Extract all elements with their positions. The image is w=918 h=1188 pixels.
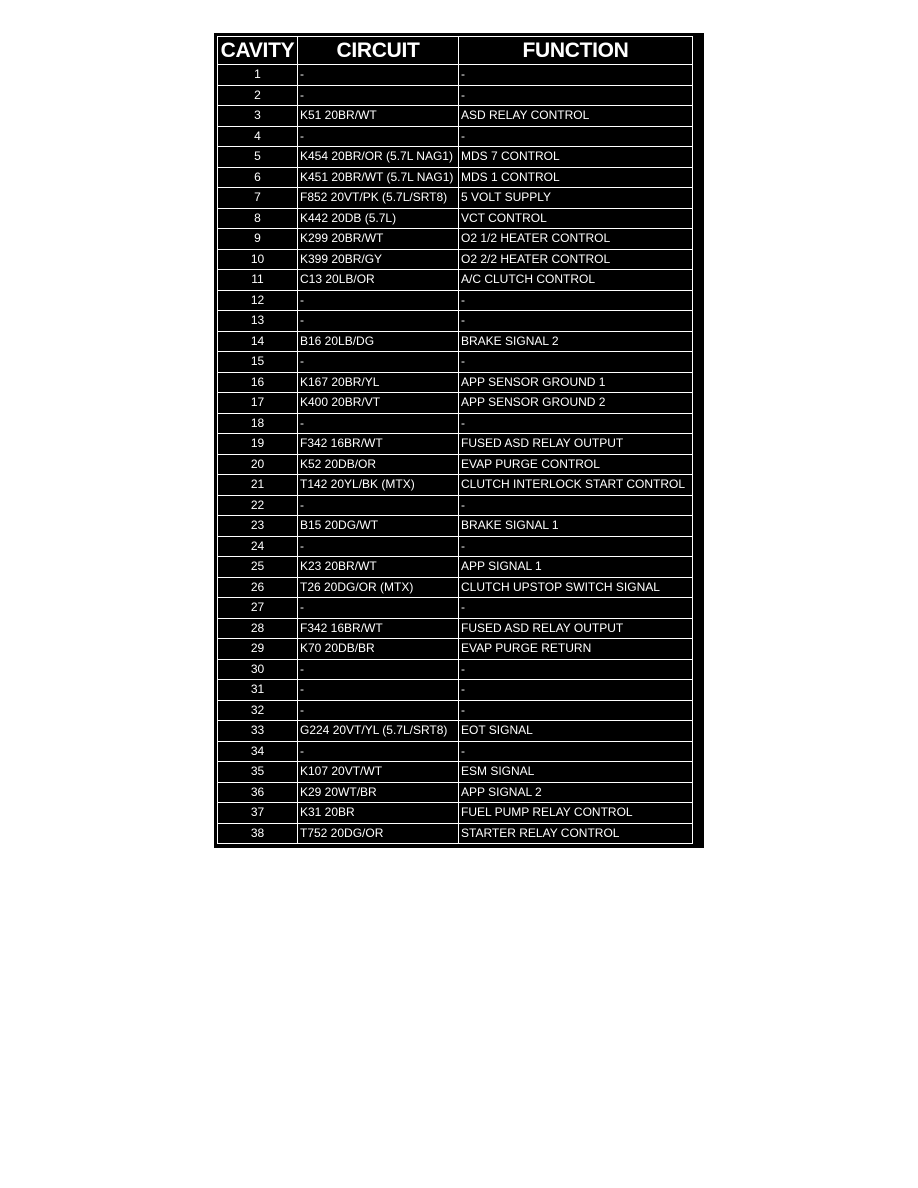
- cavity-cell: 24: [218, 536, 298, 557]
- circuit-cell: C13 20LB/OR: [298, 270, 459, 291]
- circuit-cell: -: [298, 352, 459, 373]
- circuit-cell: -: [298, 290, 459, 311]
- cavity-cell: 1: [218, 65, 298, 86]
- function-cell: ASD RELAY CONTROL: [459, 106, 693, 127]
- cavity-cell: 38: [218, 823, 298, 844]
- circuit-cell: -: [298, 126, 459, 147]
- table-row: [218, 434, 693, 455]
- table-row: [218, 208, 693, 229]
- cavity-cell: 6: [218, 167, 298, 188]
- cavity-cell: 8: [218, 208, 298, 229]
- table-row: [218, 536, 693, 557]
- table-row: [218, 270, 693, 291]
- circuit-cell: -: [298, 598, 459, 619]
- table-row: [218, 331, 693, 352]
- function-cell: -: [459, 598, 693, 619]
- connector-pinout-panel: [214, 33, 704, 848]
- circuit-cell: K167 20BR/YL: [298, 372, 459, 393]
- table-row: [218, 311, 693, 332]
- cavity-cell: 25: [218, 557, 298, 578]
- circuit-cell: F342 16BR/WT: [298, 434, 459, 455]
- cavity-cell: 9: [218, 229, 298, 250]
- function-cell: -: [459, 700, 693, 721]
- cavity-cell: 14: [218, 331, 298, 352]
- table-row: [218, 700, 693, 721]
- function-cell: EOT SIGNAL: [459, 721, 693, 742]
- function-cell: APP SIGNAL 1: [459, 557, 693, 578]
- circuit-cell: -: [298, 495, 459, 516]
- table-row: [218, 577, 693, 598]
- cavity-cell: 4: [218, 126, 298, 147]
- function-cell: CLUTCH UPSTOP SWITCH SIGNAL: [459, 577, 693, 598]
- circuit-cell: T26 20DG/OR (MTX): [298, 577, 459, 598]
- circuit-cell: K29 20WT/BR: [298, 782, 459, 803]
- cavity-cell: 34: [218, 741, 298, 762]
- function-cell: APP SIGNAL 2: [459, 782, 693, 803]
- table-row: [218, 598, 693, 619]
- table-row: [218, 721, 693, 742]
- table-row: [218, 413, 693, 434]
- function-cell: -: [459, 536, 693, 557]
- circuit-cell: K400 20BR/VT: [298, 393, 459, 414]
- cavity-cell: 7: [218, 188, 298, 209]
- cavity-cell: 5: [218, 147, 298, 168]
- cavity-cell: 11: [218, 270, 298, 291]
- function-cell: STARTER RELAY CONTROL: [459, 823, 693, 844]
- table-row: [218, 126, 693, 147]
- function-cell: APP SENSOR GROUND 1: [459, 372, 693, 393]
- table-row: [218, 352, 693, 373]
- circuit-cell: K451 20BR/WT (5.7L NAG1): [298, 167, 459, 188]
- table-row: [218, 659, 693, 680]
- cavity-cell: 36: [218, 782, 298, 803]
- function-cell: APP SENSOR GROUND 2: [459, 393, 693, 414]
- function-cell: EVAP PURGE CONTROL: [459, 454, 693, 475]
- table-row: [218, 290, 693, 311]
- cavity-cell: 13: [218, 311, 298, 332]
- table-row: [218, 249, 693, 270]
- function-cell: BRAKE SIGNAL 2: [459, 331, 693, 352]
- table-row: [218, 639, 693, 660]
- function-cell: MDS 7 CONTROL: [459, 147, 693, 168]
- circuit-cell: T142 20YL/BK (MTX): [298, 475, 459, 496]
- cavity-cell: 12: [218, 290, 298, 311]
- table-row: [218, 65, 693, 86]
- cavity-cell: 17: [218, 393, 298, 414]
- cavity-cell: 35: [218, 762, 298, 783]
- table-row: [218, 680, 693, 701]
- cavity-cell: 29: [218, 639, 298, 660]
- table-row: [218, 495, 693, 516]
- function-cell: -: [459, 413, 693, 434]
- circuit-cell: -: [298, 700, 459, 721]
- cavity-cell: 18: [218, 413, 298, 434]
- table-row: [218, 557, 693, 578]
- cavity-cell: 22: [218, 495, 298, 516]
- table-row: [218, 803, 693, 824]
- circuit-cell: K454 20BR/OR (5.7L NAG1): [298, 147, 459, 168]
- circuit-cell: B15 20DG/WT: [298, 516, 459, 537]
- function-cell: CLUTCH INTERLOCK START CONTROL: [459, 475, 693, 496]
- cavity-cell: 30: [218, 659, 298, 680]
- cavity-cell: 3: [218, 106, 298, 127]
- cavity-cell: 15: [218, 352, 298, 373]
- table-row: [218, 167, 693, 188]
- cavity-cell: 33: [218, 721, 298, 742]
- circuit-cell: G224 20VT/YL (5.7L/SRT8): [298, 721, 459, 742]
- connector-pinout-table: [217, 36, 693, 844]
- function-cell: ESM SIGNAL: [459, 762, 693, 783]
- table-row: [218, 823, 693, 844]
- circuit-cell: B16 20LB/DG: [298, 331, 459, 352]
- function-cell: -: [459, 311, 693, 332]
- table-row: [218, 454, 693, 475]
- circuit-cell: -: [298, 413, 459, 434]
- function-cell: -: [459, 495, 693, 516]
- circuit-cell: -: [298, 311, 459, 332]
- function-cell: -: [459, 352, 693, 373]
- table-row: [218, 741, 693, 762]
- table-row: [218, 475, 693, 496]
- cavity-cell: 19: [218, 434, 298, 455]
- table-row: [218, 618, 693, 639]
- table-row: [218, 782, 693, 803]
- function-cell: FUSED ASD RELAY OUTPUT: [459, 618, 693, 639]
- circuit-cell: K70 20DB/BR: [298, 639, 459, 660]
- function-cell: VCT CONTROL: [459, 208, 693, 229]
- function-cell: -: [459, 680, 693, 701]
- function-cell: FUSED ASD RELAY OUTPUT: [459, 434, 693, 455]
- circuit-cell: -: [298, 536, 459, 557]
- function-cell: -: [459, 85, 693, 106]
- function-cell: A/C CLUTCH CONTROL: [459, 270, 693, 291]
- circuit-cell: K23 20BR/WT: [298, 557, 459, 578]
- circuit-cell: K442 20DB (5.7L): [298, 208, 459, 229]
- table-row: [218, 393, 693, 414]
- function-cell: O2 1/2 HEATER CONTROL: [459, 229, 693, 250]
- table-row: [218, 85, 693, 106]
- circuit-cell: K51 20BR/WT: [298, 106, 459, 127]
- function-cell: EVAP PURGE RETURN: [459, 639, 693, 660]
- cavity-cell: 37: [218, 803, 298, 824]
- cavity-cell: 10: [218, 249, 298, 270]
- table-row: [218, 229, 693, 250]
- circuit-cell: -: [298, 680, 459, 701]
- cavity-cell: 28: [218, 618, 298, 639]
- function-cell: O2 2/2 HEATER CONTROL: [459, 249, 693, 270]
- table-row: [218, 188, 693, 209]
- cavity-cell: 26: [218, 577, 298, 598]
- cavity-cell: 20: [218, 454, 298, 475]
- function-cell: FUEL PUMP RELAY CONTROL: [459, 803, 693, 824]
- circuit-cell: K399 20BR/GY: [298, 249, 459, 270]
- circuit-cell: -: [298, 85, 459, 106]
- function-cell: -: [459, 659, 693, 680]
- circuit-cell: K52 20DB/OR: [298, 454, 459, 475]
- cavity-cell: 27: [218, 598, 298, 619]
- circuit-cell: -: [298, 659, 459, 680]
- circuit-cell: -: [298, 741, 459, 762]
- table-body: [218, 65, 693, 844]
- function-cell: -: [459, 65, 693, 86]
- header-row: [218, 37, 693, 65]
- header-circuit: CIRCUIT: [298, 37, 459, 65]
- circuit-cell: T752 20DG/OR: [298, 823, 459, 844]
- circuit-cell: K299 20BR/WT: [298, 229, 459, 250]
- header-cavity: CAVITY: [218, 37, 298, 65]
- table-row: [218, 372, 693, 393]
- table-row: [218, 762, 693, 783]
- circuit-cell: K31 20BR: [298, 803, 459, 824]
- cavity-cell: 2: [218, 85, 298, 106]
- function-cell: -: [459, 741, 693, 762]
- cavity-cell: 31: [218, 680, 298, 701]
- function-cell: -: [459, 290, 693, 311]
- cavity-cell: 16: [218, 372, 298, 393]
- circuit-cell: F852 20VT/PK (5.7L/SRT8): [298, 188, 459, 209]
- function-cell: BRAKE SIGNAL 1: [459, 516, 693, 537]
- circuit-cell: K107 20VT/WT: [298, 762, 459, 783]
- table-row: [218, 147, 693, 168]
- cavity-cell: 32: [218, 700, 298, 721]
- cavity-cell: 21: [218, 475, 298, 496]
- table-row: [218, 106, 693, 127]
- table-row: [218, 516, 693, 537]
- function-cell: -: [459, 126, 693, 147]
- function-cell: 5 VOLT SUPPLY: [459, 188, 693, 209]
- circuit-cell: -: [298, 65, 459, 86]
- header-function: FUNCTION: [459, 37, 693, 65]
- function-cell: MDS 1 CONTROL: [459, 167, 693, 188]
- cavity-cell: 23: [218, 516, 298, 537]
- circuit-cell: F342 16BR/WT: [298, 618, 459, 639]
